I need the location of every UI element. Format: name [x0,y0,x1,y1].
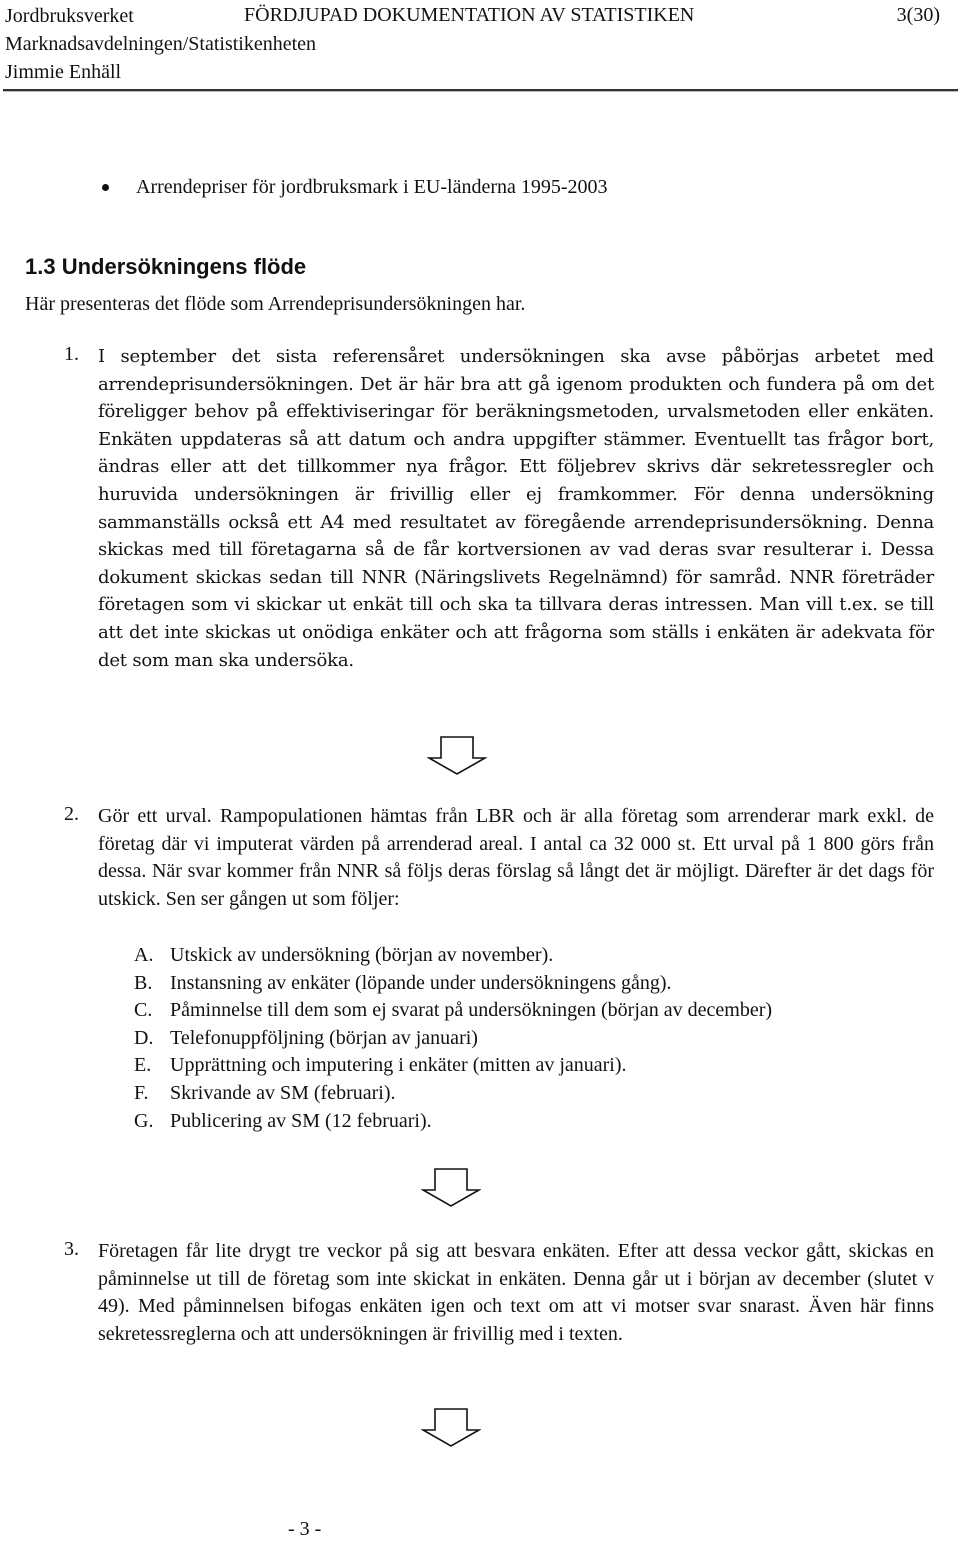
down-arrow-icon [421,1168,481,1208]
bullet-text: Arrendepriser för jordbruksmark i EU-länderna 1995-2003 [136,176,608,198]
header-divider [3,89,958,92]
list-letter: B. [134,971,153,994]
list-letter: A. [134,944,154,966]
bullet-icon [102,184,109,191]
section-intro: Här presenteras det flöde som Arrendeprisundersökningen har. [25,293,526,315]
list-letter: E. [134,1054,152,1077]
down-arrow-icon [427,736,487,776]
step-text: Gör ett urval. Rampopulationen hämtas från LBR och är alla företag som arrenderar mark exkl. de företag där vi imputerat värden på arrenderad areal. I antal ca 32 000 st. Ett urval på 1 800 görs från dessa. När svar kommer från NNR så följs deras förslag så långt det är möjligt. Därefter är det dags för utskick. Sen ser gången ut som följer: [98,805,934,910]
page-number: - 3 - [288,1518,322,1540]
list-text: Påminnelse till dem som ej svarat på undersökningen (början av december) [170,999,773,1022]
list-text: Instansning av enkäter (löpande under undersökningens gång). [170,971,672,994]
list-letter: G. [134,1109,154,1132]
step-number: 2. [64,803,79,825]
list-text: Publicering av SM (12 februari). [170,1109,432,1132]
header-author: Jimmie Enhäll [5,61,122,83]
document-title: FÖRDJUPAD DOKUMENTATION AV STATISTIKEN [244,4,695,26]
section-heading: 1.3 Undersökningens flöde [25,254,307,279]
list-text: Skrivande av SM (februari). [170,1081,396,1104]
list-letter: D. [134,1026,154,1049]
step-text: I september det sista referensåret undersökningen ska avse påbörjas arbetet med arrendeprisundersökningen. Det är här bra att gå igenom produkten och fundera på om det föreligger behov på effektiviseringar för beräkningsmetoden, urvalsmetoden eller enkäten. Enkäten uppdateras så att datum och andra uppgifter stämmer. Eventuellt tas frågor bort, ändras eller att det tillkommer nya frågor. Ett följebrev skrivs där sekretessregler och huruvida undersökningen är frivillig eller ej framkommer. För denna undersökning sammanställs också ett A4 med resultatet av föregående arrendeprisundersökning. Denna skickas med till företagarna så de får kortversionen av vad deras svar resulterar i. Dessa dokument skickas sedan till NNR (Näringslivets Regelnämnd) för samråd. NNR företräder företagen som vi skickar ut enkät till och ska ta tillvara deras intressen. Man vill t.ex. se till att det inte skickas ut onödiga enkäter och att frågorna som ställs i enkäten är adekvata för det som man ska undersöka. [98,346,934,671]
down-arrow-icon [421,1408,481,1448]
list-text: Utskick av undersökning (början av november). [170,944,554,966]
list-text: Telefonuppföljning (början av januari) [170,1026,478,1049]
list-letter: F. [134,1081,149,1104]
page-reference: 3(30) [896,4,940,26]
step-number: 3. [64,1238,79,1260]
list-text: Upprättning och imputering i enkäter (mitten av januari). [170,1054,627,1077]
list-letter: C. [134,999,153,1022]
header-org: Jordbruksverket [5,5,134,27]
step-text: Företagen får lite drygt tre veckor på sig att besvara enkäten. Efter att dessa veckor gått, skickas en påminnelse ut till de företag som inte skickat in enkäten. Denna går ut i början av december (slutet v 49). Med påminnelsen bifogas enkäten igen och text om att vi motser svar snarast. Även här finns sekretessreglerna och att undersökningen är frivillig med i texten. [98,1240,934,1345]
header-department: Marknadsavdelningen/Statistikenheten [5,33,317,55]
step-number: 1. [64,343,79,365]
